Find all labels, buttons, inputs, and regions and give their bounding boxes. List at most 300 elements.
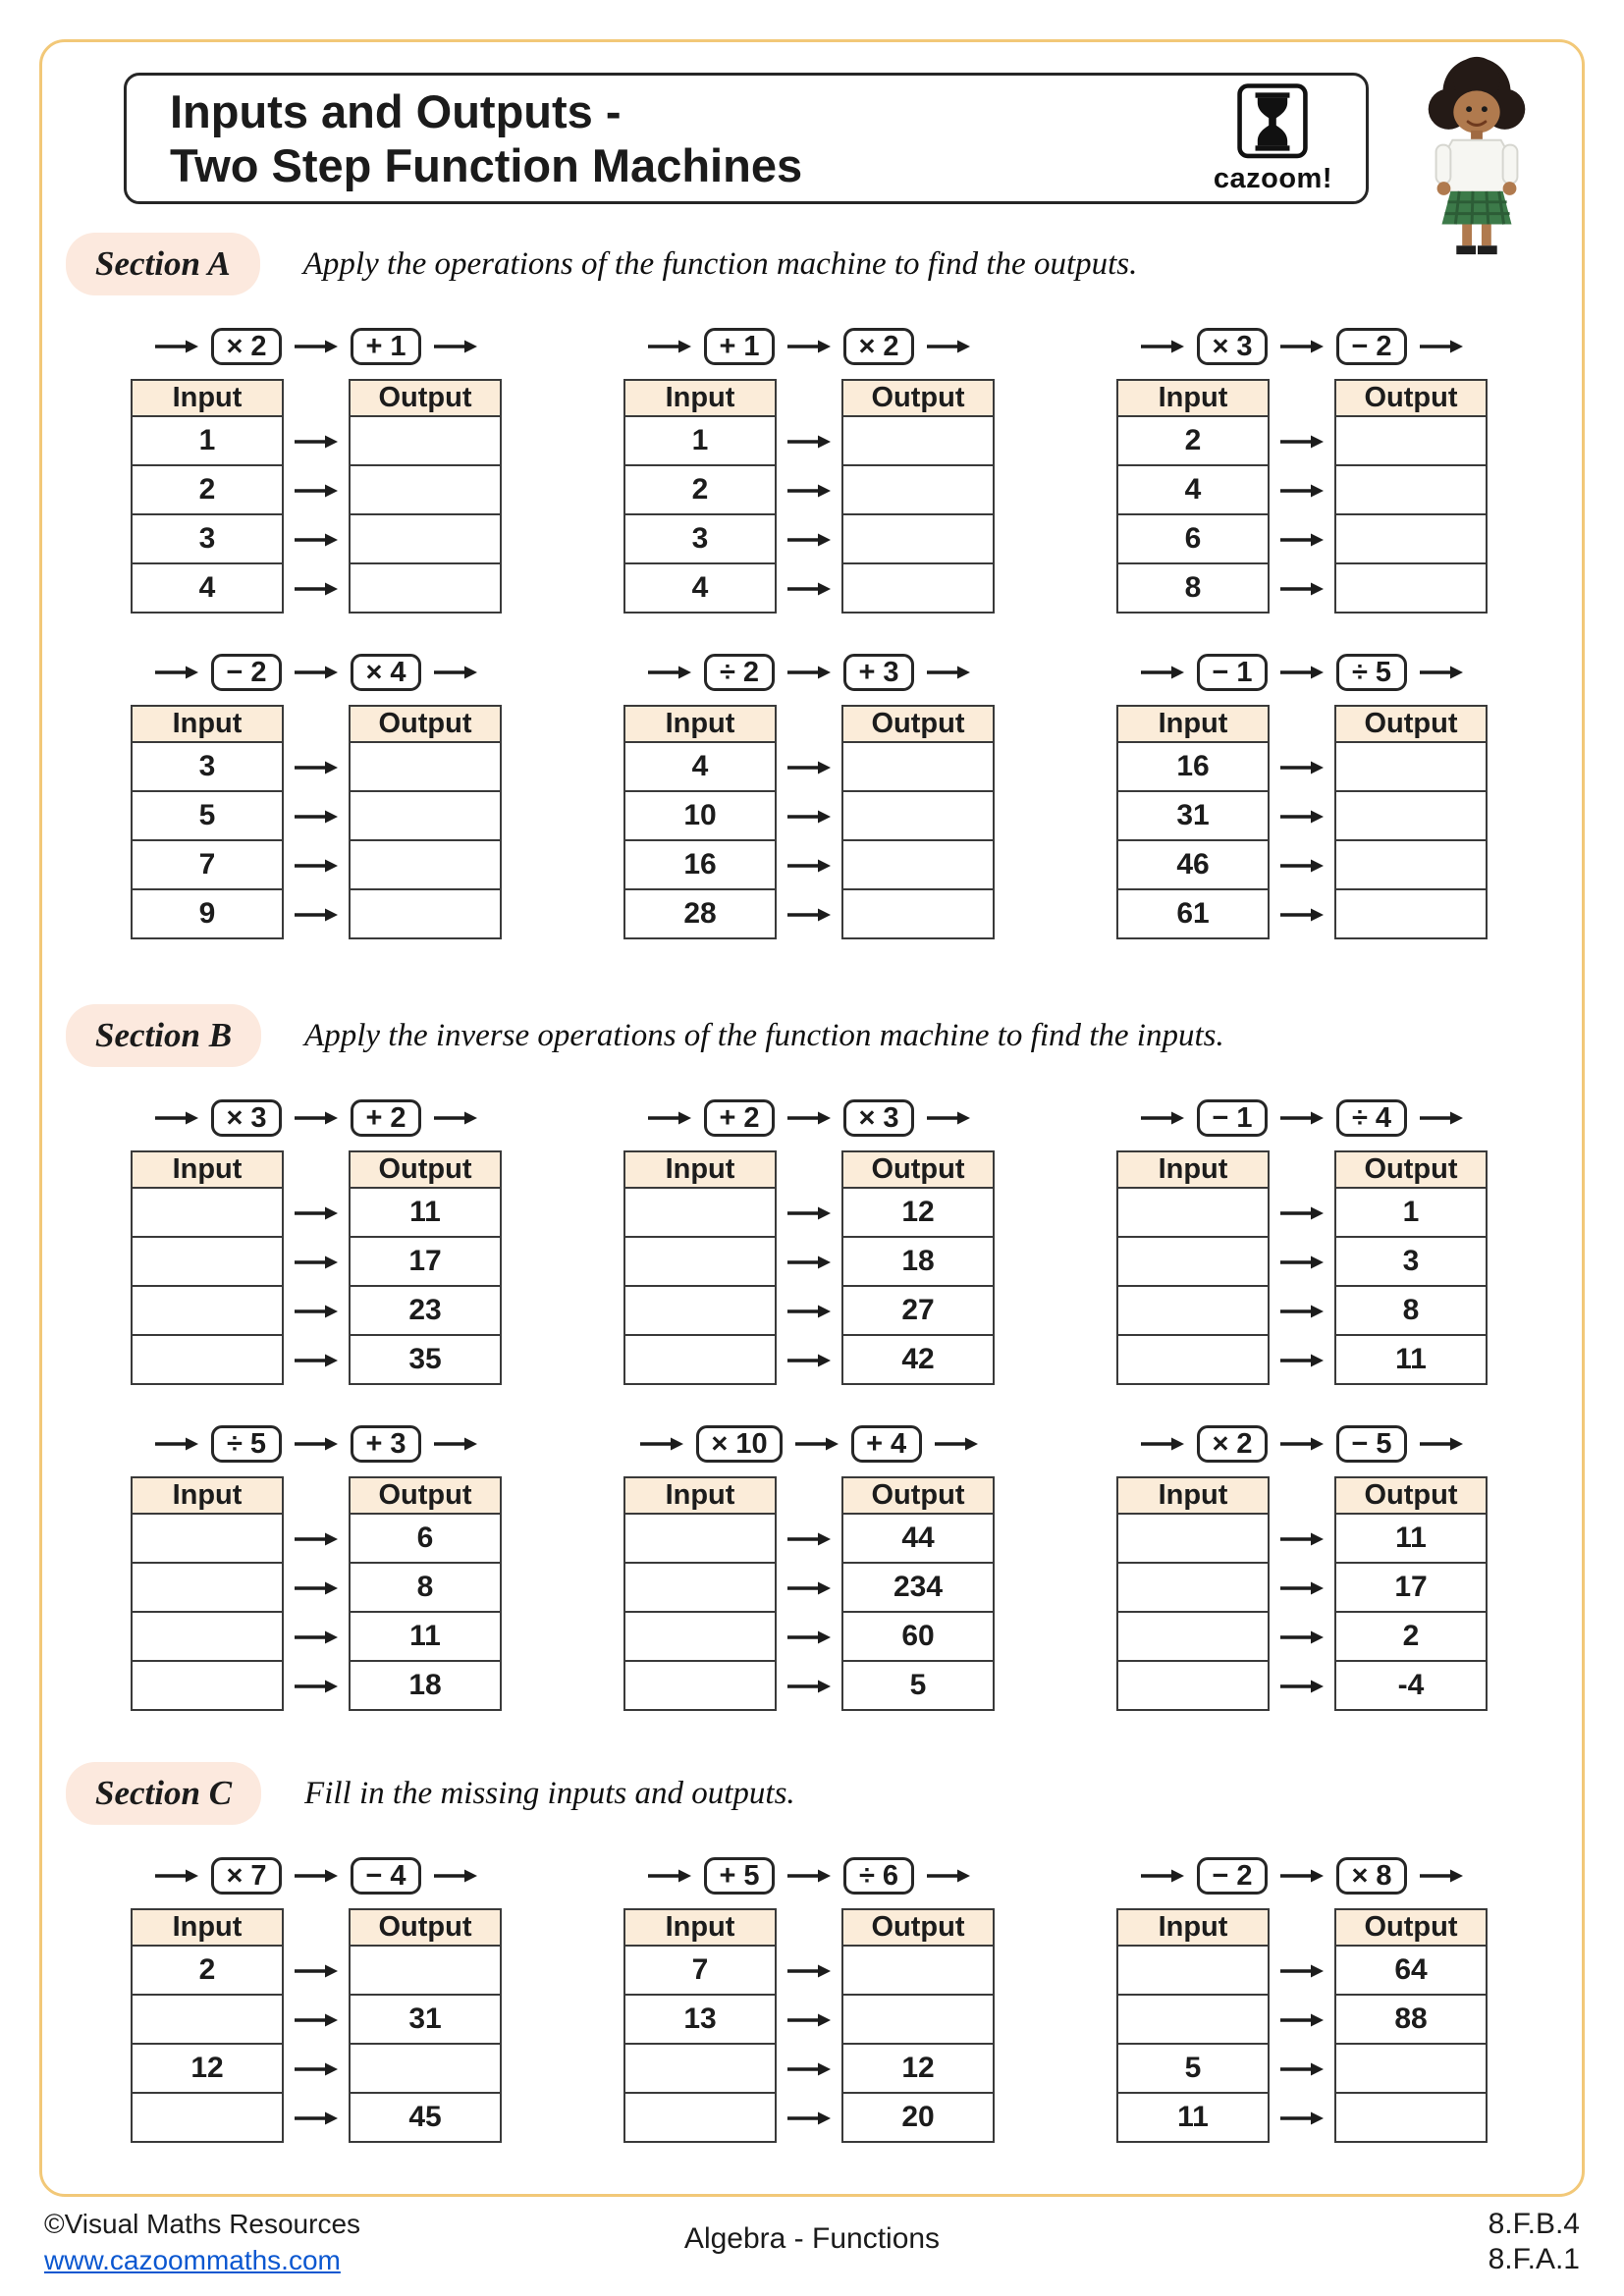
input-cell: 2 [623, 466, 777, 515]
output-answer-cell[interactable] [349, 841, 502, 890]
input-answer-cell[interactable] [1116, 1336, 1270, 1385]
output-column [349, 379, 502, 614]
output-answer-cell[interactable] [1334, 841, 1488, 890]
output-cell: 11 [1334, 1336, 1488, 1385]
output-answer-cell[interactable] [1334, 2094, 1488, 2143]
output-column [841, 1476, 995, 1711]
output-answer-cell[interactable] [1334, 466, 1488, 515]
row-arrow-slot [284, 1189, 349, 1238]
arrow-right-icon [934, 1435, 979, 1453]
input-answer-cell[interactable] [131, 2094, 284, 2143]
operation-box: − 1 [1197, 1099, 1268, 1137]
machine-tables [131, 705, 502, 939]
input-answer-cell[interactable] [623, 1662, 777, 1711]
output-cell: 17 [1334, 1564, 1488, 1613]
machines-grid [131, 328, 1558, 939]
row-arrow-slot [1270, 515, 1334, 564]
input-answer-cell[interactable] [623, 2094, 777, 2143]
row-arrow-slot [1270, 792, 1334, 841]
machines-grid [131, 1857, 1558, 2143]
output-header: Output [349, 705, 502, 743]
arrow-right-icon [294, 808, 339, 826]
input-answer-cell[interactable] [623, 1189, 777, 1238]
input-answer-cell[interactable] [623, 1238, 777, 1287]
row-arrows [777, 1908, 841, 2143]
input-answer-cell[interactable] [623, 2045, 777, 2094]
operation-row [131, 1425, 502, 1463]
row-arrow-slot [284, 1662, 349, 1711]
input-cell: 4 [623, 564, 777, 614]
arrow-right-icon [1419, 1109, 1464, 1127]
arrow-right-icon [1279, 759, 1325, 776]
row-arrow-slot [1270, 1564, 1334, 1613]
arrow-right-icon [1279, 1303, 1325, 1320]
arrow-right-icon [1419, 664, 1464, 681]
input-cell: 3 [131, 743, 284, 792]
input-answer-cell[interactable] [1116, 1996, 1270, 2045]
section-instruction: Apply the operations of the function machine to find the outputs. [302, 245, 1138, 282]
arrow-right-icon [786, 1303, 832, 1320]
row-arrows [1270, 1476, 1334, 1711]
arrow-right-icon [786, 580, 832, 598]
arrow-right-icon [786, 759, 832, 776]
output-column [841, 379, 995, 614]
machine-tables [1116, 1908, 1488, 2143]
output-answer-cell[interactable] [349, 792, 502, 841]
row-arrow-slot [284, 743, 349, 792]
arrow-right-icon [1279, 1629, 1325, 1646]
arrow-right-icon [154, 338, 199, 355]
input-column [1116, 705, 1270, 939]
output-answer-cell[interactable] [1334, 792, 1488, 841]
input-cell: 8 [1116, 564, 1270, 614]
arrow-right-icon [433, 1435, 478, 1453]
output-cell: 1 [1334, 1189, 1488, 1238]
input-cell: 13 [623, 1996, 777, 2045]
function-machine [131, 1099, 502, 1385]
input-answer-cell[interactable] [1116, 1287, 1270, 1336]
row-arrow-slot [1270, 1947, 1334, 1996]
row-arrow-slot [284, 1336, 349, 1385]
section-label: Section C [66, 1762, 261, 1825]
output-cell: 2 [1334, 1613, 1488, 1662]
page-title [170, 84, 802, 193]
row-arrow-slot [777, 890, 841, 939]
row-arrow-slot [284, 890, 349, 939]
input-answer-cell[interactable] [131, 1613, 284, 1662]
output-answer-cell[interactable] [841, 466, 995, 515]
input-column [623, 1150, 777, 1385]
operation-row [1116, 328, 1488, 365]
machine-tables [1116, 1476, 1488, 1711]
operation-box: × 2 [843, 328, 914, 365]
output-header: Output [841, 1908, 995, 1947]
arrow-right-icon [433, 1109, 478, 1127]
row-arrow-slot [777, 1189, 841, 1238]
output-cell: 8 [1334, 1287, 1488, 1336]
arrow-right-icon [294, 1204, 339, 1222]
input-header: Input [131, 379, 284, 417]
machine-tables [623, 1476, 995, 1711]
arrow-right-icon [294, 2011, 339, 2029]
operation-box: − 2 [1197, 1857, 1268, 1895]
row-arrows [284, 1476, 349, 1711]
arrow-right-icon [786, 1962, 832, 1980]
output-answer-cell[interactable] [349, 1947, 502, 1996]
output-header: Output [841, 1476, 995, 1515]
arrow-right-icon [926, 1867, 971, 1885]
row-arrow-slot [777, 1996, 841, 2045]
output-answer-cell[interactable] [841, 417, 995, 466]
machine-tables [131, 1908, 502, 2143]
operation-box: × 2 [211, 328, 282, 365]
row-arrow-slot [284, 466, 349, 515]
operation-box: ÷ 4 [1336, 1099, 1407, 1137]
output-answer-cell[interactable] [349, 466, 502, 515]
arrow-right-icon [154, 664, 199, 681]
output-header: Output [349, 1150, 502, 1189]
arrow-right-icon [1279, 433, 1325, 451]
input-cell: 3 [131, 515, 284, 564]
arrow-right-icon [154, 1435, 199, 1453]
operation-row [131, 1857, 502, 1895]
arrow-right-icon [647, 664, 692, 681]
output-answer-cell[interactable] [841, 1996, 995, 2045]
output-header: Output [1334, 705, 1488, 743]
output-cell: 35 [349, 1336, 502, 1385]
row-arrow-slot [1270, 1613, 1334, 1662]
row-arrows [777, 1150, 841, 1385]
arrow-right-icon [433, 1867, 478, 1885]
input-column [131, 1908, 284, 2143]
row-arrow-slot [1270, 743, 1334, 792]
output-answer-cell[interactable] [841, 564, 995, 614]
function-machine [131, 1857, 502, 2143]
row-arrows [777, 1476, 841, 1711]
arrow-right-icon [294, 338, 339, 355]
output-answer-cell[interactable] [349, 515, 502, 564]
machine-tables [623, 705, 995, 939]
copyright-text: ©Visual Maths Resources [44, 2209, 361, 2239]
input-answer-cell[interactable] [131, 1996, 284, 2045]
section-instruction: Fill in the missing inputs and outputs. [304, 1775, 795, 1811]
row-arrow-slot [1270, 417, 1334, 466]
input-answer-cell[interactable] [623, 1515, 777, 1564]
output-column [841, 1150, 995, 1385]
page-footer [44, 2207, 1580, 2277]
row-arrow-slot [284, 2094, 349, 2143]
operation-row [131, 654, 502, 691]
arrow-right-icon [1279, 1109, 1325, 1127]
input-answer-cell[interactable] [131, 1564, 284, 1613]
arrow-right-icon [786, 2060, 832, 2078]
arrow-right-icon [926, 664, 971, 681]
output-cell: 234 [841, 1564, 995, 1613]
worksheet-header [124, 73, 1559, 259]
standard-code: 8.F.B.4 [1488, 2208, 1580, 2240]
arrow-right-icon [647, 338, 692, 355]
input-column [131, 1150, 284, 1385]
section-a-header [66, 233, 1558, 295]
output-cell: 88 [1334, 1996, 1488, 2045]
output-answer-cell[interactable] [1334, 564, 1488, 614]
input-answer-cell[interactable] [1116, 1515, 1270, 1564]
operation-box: ÷ 5 [211, 1425, 282, 1463]
input-answer-cell[interactable] [1116, 1947, 1270, 1996]
arrow-right-icon [294, 857, 339, 875]
operation-box: + 5 [704, 1857, 775, 1895]
row-arrow-slot [1270, 2045, 1334, 2094]
output-cell: 12 [841, 2045, 995, 2094]
output-answer-cell[interactable] [349, 890, 502, 939]
arrow-right-icon [786, 857, 832, 875]
input-answer-cell[interactable] [1116, 1564, 1270, 1613]
section-instruction: Apply the inverse operations of the function machine to find the inputs. [304, 1017, 1224, 1053]
function-machine [131, 654, 502, 939]
arrow-right-icon [639, 1435, 684, 1453]
operation-row [623, 654, 995, 691]
arrow-right-icon [1140, 1435, 1185, 1453]
output-answer-cell[interactable] [349, 2045, 502, 2094]
arrow-right-icon [1140, 338, 1185, 355]
website-link[interactable]: www.cazoommaths.com [44, 2245, 341, 2275]
arrow-right-icon [1279, 1254, 1325, 1271]
page-title-line1: Inputs and Outputs - [170, 84, 622, 137]
arrow-right-icon [786, 1254, 832, 1271]
input-column [623, 705, 777, 939]
section-label: Section B [66, 1004, 261, 1067]
input-cell: 2 [131, 1947, 284, 1996]
function-machine [1116, 1425, 1488, 1711]
row-arrows [1270, 1908, 1334, 2143]
input-answer-cell[interactable] [131, 1515, 284, 1564]
output-answer-cell[interactable] [349, 417, 502, 466]
row-arrow-slot [777, 1564, 841, 1613]
operation-box: − 1 [1197, 654, 1268, 691]
operation-row [623, 1425, 995, 1463]
arrow-right-icon [294, 531, 339, 549]
input-header: Input [623, 705, 777, 743]
input-cell: 7 [623, 1947, 777, 1996]
input-answer-cell[interactable] [131, 1189, 284, 1238]
output-cell: 42 [841, 1336, 995, 1385]
output-column [841, 1908, 995, 2143]
output-header: Output [841, 379, 995, 417]
input-header: Input [1116, 1908, 1270, 1947]
input-answer-cell[interactable] [131, 1238, 284, 1287]
output-answer-cell[interactable] [1334, 417, 1488, 466]
operation-box: × 8 [1336, 1857, 1407, 1895]
operation-box: + 3 [843, 654, 914, 691]
cazoom-logo [1214, 82, 1332, 195]
arrow-right-icon [1279, 2109, 1325, 2127]
output-cell: 18 [841, 1238, 995, 1287]
arrow-right-icon [786, 2011, 832, 2029]
output-answer-cell[interactable] [349, 743, 502, 792]
row-arrow-slot [284, 515, 349, 564]
row-arrow-slot [777, 1947, 841, 1996]
row-arrows [777, 705, 841, 939]
output-answer-cell[interactable] [1334, 743, 1488, 792]
standards-codes [1489, 2207, 1580, 2277]
section-b-header [66, 1004, 1558, 1067]
arrow-right-icon [154, 1867, 199, 1885]
section-c [66, 1762, 1558, 2143]
arrow-right-icon [1419, 338, 1464, 355]
output-header: Output [349, 379, 502, 417]
output-answer-cell[interactable] [1334, 2045, 1488, 2094]
input-header: Input [623, 1908, 777, 1947]
input-header: Input [131, 1476, 284, 1515]
row-arrow-slot [1270, 1287, 1334, 1336]
output-cell: 20 [841, 2094, 995, 2143]
input-answer-cell[interactable] [623, 1564, 777, 1613]
arrow-right-icon [786, 906, 832, 924]
row-arrow-slot [284, 1613, 349, 1662]
input-answer-cell[interactable] [131, 1662, 284, 1711]
arrow-right-icon [1279, 664, 1325, 681]
machines-grid [131, 1099, 1558, 1711]
input-header: Input [1116, 705, 1270, 743]
input-cell: 4 [131, 564, 284, 614]
operation-row [623, 328, 995, 365]
arrow-right-icon [786, 1352, 832, 1369]
input-answer-cell[interactable] [1116, 1238, 1270, 1287]
input-answer-cell[interactable] [1116, 1189, 1270, 1238]
arrow-right-icon [1279, 1435, 1325, 1453]
input-answer-cell[interactable] [623, 1336, 777, 1385]
row-arrow-slot [777, 564, 841, 614]
input-column [1116, 1908, 1270, 2143]
output-answer-cell[interactable] [1334, 890, 1488, 939]
function-machine [623, 1099, 995, 1385]
row-arrows [1270, 705, 1334, 939]
operation-box: × 4 [351, 654, 421, 691]
row-arrow-slot [777, 841, 841, 890]
function-machine [623, 654, 995, 939]
arrow-right-icon [294, 1254, 339, 1271]
output-column [349, 1908, 502, 2143]
machine-tables [131, 1150, 502, 1385]
operation-row [131, 328, 502, 365]
arrow-right-icon [647, 1109, 692, 1127]
output-cell: -4 [1334, 1662, 1488, 1711]
output-cell: 64 [1334, 1947, 1488, 1996]
input-answer-cell[interactable] [131, 1287, 284, 1336]
arrow-right-icon [786, 531, 832, 549]
input-header: Input [1116, 1476, 1270, 1515]
operation-row [623, 1099, 995, 1137]
operation-box: + 1 [351, 328, 421, 365]
input-header: Input [623, 379, 777, 417]
arrow-right-icon [794, 1435, 839, 1453]
row-arrow-slot [1270, 1662, 1334, 1711]
row-arrow-slot [777, 792, 841, 841]
input-answer-cell[interactable] [1116, 1662, 1270, 1711]
arrow-right-icon [294, 664, 339, 681]
input-column [131, 705, 284, 939]
operation-box: × 3 [843, 1099, 914, 1137]
function-machine [623, 328, 995, 614]
operation-box: + 3 [351, 1425, 421, 1463]
operation-row [1116, 1099, 1488, 1137]
input-answer-cell[interactable] [131, 1336, 284, 1385]
output-cell: 17 [349, 1238, 502, 1287]
arrow-right-icon [294, 580, 339, 598]
section-label: Section A [66, 233, 260, 295]
row-arrow-slot [1270, 1189, 1334, 1238]
arrow-right-icon [786, 664, 832, 681]
row-arrow-slot [284, 1287, 349, 1336]
operation-box: − 2 [211, 654, 282, 691]
input-answer-cell[interactable] [1116, 1613, 1270, 1662]
row-arrow-slot [1270, 1515, 1334, 1564]
input-answer-cell[interactable] [623, 1287, 777, 1336]
row-arrow-slot [284, 2045, 349, 2094]
input-column [1116, 1476, 1270, 1711]
arrow-right-icon [294, 1579, 339, 1597]
input-column [1116, 1150, 1270, 1385]
row-arrows [1270, 1150, 1334, 1385]
arrow-right-icon [294, 1629, 339, 1646]
row-arrow-slot [777, 1613, 841, 1662]
arrow-right-icon [294, 1678, 339, 1695]
input-column [623, 1908, 777, 2143]
row-arrow-slot [1270, 564, 1334, 614]
function-machine [131, 328, 502, 614]
output-answer-cell[interactable] [841, 890, 995, 939]
operation-box: + 2 [704, 1099, 775, 1137]
arrow-right-icon [294, 482, 339, 500]
arrow-right-icon [294, 2060, 339, 2078]
output-answer-cell[interactable] [841, 515, 995, 564]
arrow-right-icon [786, 2109, 832, 2127]
operation-row [1116, 1857, 1488, 1895]
output-answer-cell[interactable] [349, 564, 502, 614]
row-arrow-slot [777, 1515, 841, 1564]
row-arrow-slot [777, 417, 841, 466]
output-answer-cell[interactable] [841, 743, 995, 792]
row-arrow-slot [284, 564, 349, 614]
row-arrow-slot [1270, 1996, 1334, 2045]
arrow-right-icon [1279, 1352, 1325, 1369]
output-header: Output [349, 1908, 502, 1947]
mascot-character [1394, 51, 1559, 259]
output-answer-cell[interactable] [841, 792, 995, 841]
output-cell: 18 [349, 1662, 502, 1711]
function-machine [131, 1425, 502, 1711]
output-cell: 45 [349, 2094, 502, 2143]
input-answer-cell[interactable] [623, 1613, 777, 1662]
output-answer-cell[interactable] [841, 841, 995, 890]
output-answer-cell[interactable] [1334, 515, 1488, 564]
input-cell: 6 [1116, 515, 1270, 564]
row-arrow-slot [284, 792, 349, 841]
input-header: Input [623, 1476, 777, 1515]
output-answer-cell[interactable] [841, 1947, 995, 1996]
footer-topic: Algebra - Functions [683, 2222, 941, 2255]
row-arrows [284, 705, 349, 939]
row-arrows [777, 379, 841, 614]
section-a [66, 233, 1558, 939]
section-c-header [66, 1762, 1558, 1825]
operation-box: + 4 [851, 1425, 922, 1463]
output-column [1334, 1908, 1488, 2143]
input-cell: 3 [623, 515, 777, 564]
arrow-right-icon [294, 906, 339, 924]
row-arrow-slot [284, 1515, 349, 1564]
arrow-right-icon [1279, 338, 1325, 355]
